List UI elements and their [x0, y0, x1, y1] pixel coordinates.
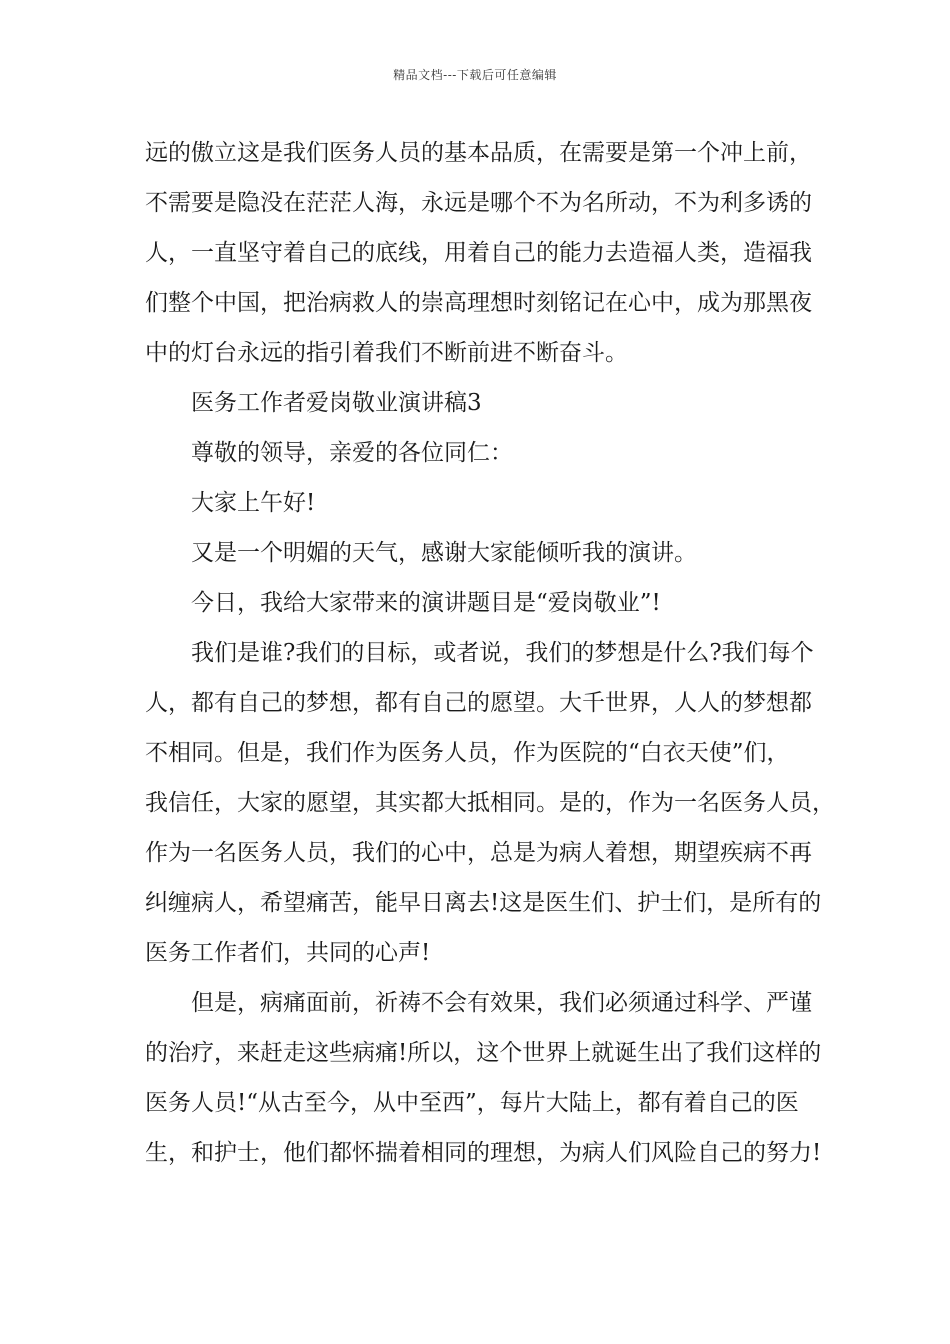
- paragraph-line: 人，都有自己的梦想，都有自己的愿望。大千世界，人人的梦想都: [145, 690, 812, 716]
- paragraph-line: 们整个中国，把治病救人的崇高理想时刻铭记在心中，成为那黑夜: [145, 290, 812, 316]
- page-header: 精品文档---下载后可任意编辑: [393, 68, 557, 82]
- paragraph-line: 人，一直坚守着自己的底线，用着自己的能力去造福人类，造福我: [145, 240, 812, 266]
- paragraph-line: 我们是谁?我们的目标，或者说，我们的梦想是什么?我们每个: [191, 640, 814, 666]
- paragraph-line: 不需要是隐没在茫茫人海，永远是哪个不为名所动，不为利多诱的: [145, 190, 812, 216]
- paragraph-line: 又是一个明媚的天气，感谢大家能倾听我的演讲。: [191, 540, 697, 566]
- paragraph-line: 医务人员!“从古至今，从中至西”，每片大陆上，都有着自己的医: [145, 1090, 799, 1116]
- salutation: 尊敬的领导，亲爱的各位同仁：: [191, 440, 513, 466]
- section-title: 医务工作者爱岗敬业演讲稿3: [191, 390, 482, 416]
- paragraph-line: 医务工作者们，共同的心声!: [145, 940, 431, 966]
- document-body: [145, 128, 835, 1178]
- paragraph-line: 中的灯台永远的指引着我们不断前进不断奋斗。: [145, 340, 628, 366]
- paragraph-line: 作为一名医务人员，我们的心中，总是为病人着想，期望疾病不再: [145, 840, 812, 866]
- paragraph-line: 今日，我给大家带来的演讲题目是“爱岗敬业”!: [191, 590, 661, 616]
- paragraph-line: 但是，病痛面前，祈祷不会有效果，我们必须通过科学、严谨: [191, 990, 812, 1016]
- paragraph-line: 远的傲立这是我们医务人员的基本品质，在需要是第一个冲上前，: [145, 140, 812, 166]
- greeting: 大家上午好!: [191, 490, 316, 516]
- paragraph-line: 的治疗，来赶走这些病痛!所以，这个世界上就诞生出了我们这样的: [145, 1040, 822, 1066]
- paragraph-line: 我信任，大家的愿望，其实都大抵相同。是的，作为一名医务人员，: [145, 790, 835, 816]
- paragraph-line: 生，和护士，他们都怀揣着相同的理想，为病人们风险自己的努力!: [145, 1140, 822, 1166]
- paragraph-line: 纠缠病人，希望痛苦，能早日离去!这是医生们、护士们，是所有的: [145, 890, 822, 916]
- paragraph-line: 不相同。但是，我们作为医务人员，作为医院的“白衣天使”们，: [145, 740, 790, 766]
